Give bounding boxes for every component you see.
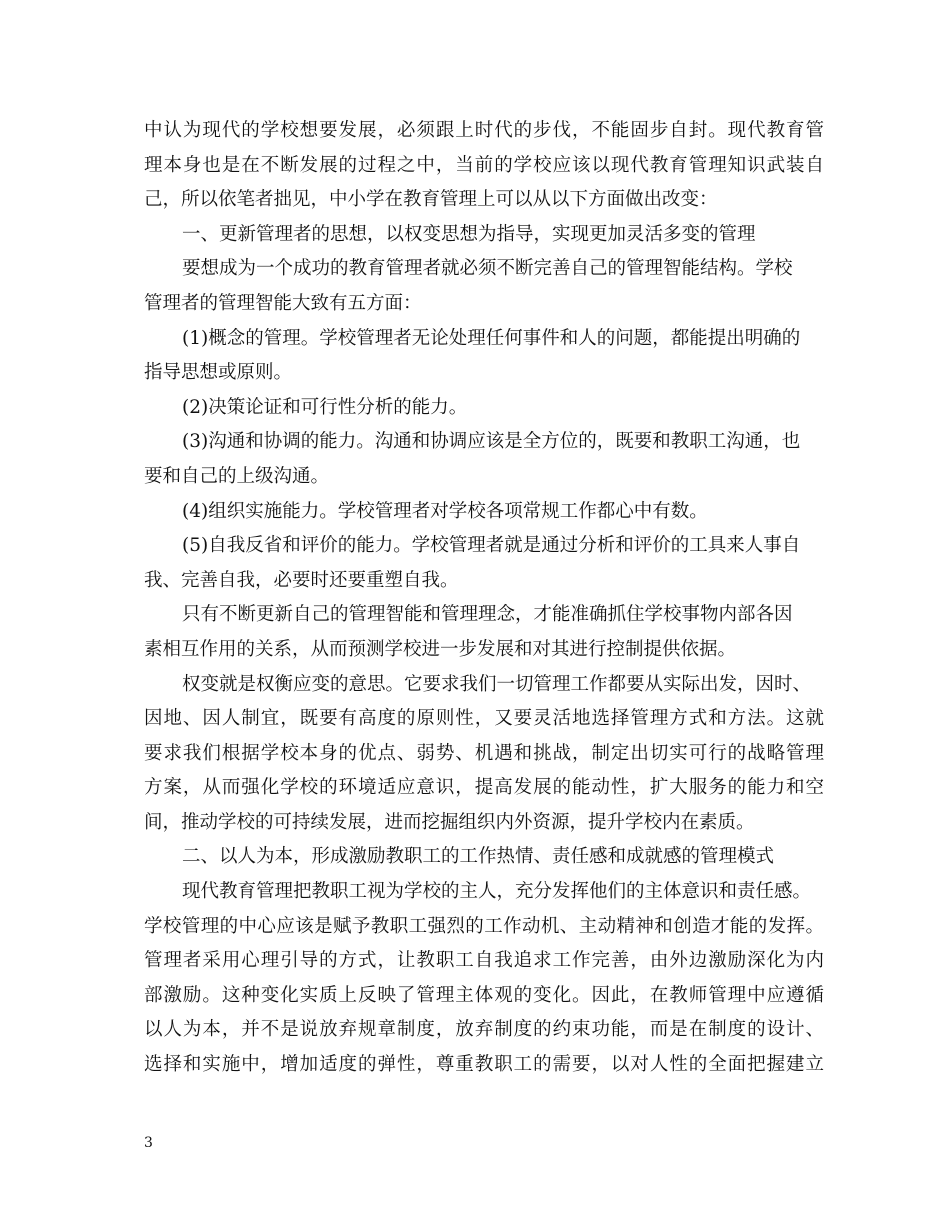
text-line: 部激励。这种变化实质上反映了管理主体观的变化。因此，在教师管理中应遵循 bbox=[144, 984, 824, 1006]
text-line: 因地、因人制宜，既要有高度的原则性，又要灵活地选择管理方式和方法。这就 bbox=[144, 708, 824, 730]
text-line: 学校管理的中心应该是赋予教职工强烈的工作动机、主动精神和创造才能的发挥。 bbox=[144, 915, 824, 937]
text-line: 以人为本，并不是说放弃规章制度，放弃制度的约束功能，而是在制度的设计、 bbox=[144, 1019, 824, 1041]
section-heading-1: 一、更新管理者的思想，以权变思想为指导，实现更加灵活多变的管理 bbox=[182, 223, 756, 245]
text-line: 我、完善自我，必要时还要重塑自我。 bbox=[144, 569, 459, 591]
list-item-1: (1)概念的管理。学校管理者无论处理任何事件和人的问题，都能提出明确的 bbox=[182, 327, 801, 349]
text-line: 要求我们根据学校本身的优点、弱势、机遇和挑战，制定出切实可行的战略管理 bbox=[144, 742, 824, 764]
list-item-3: (3)沟通和协调的能力。沟通和协调应该是全方位的，既要和教职工沟通，也 bbox=[182, 431, 801, 453]
text-line: 只有不断更新自己的管理智能和管理理念，才能准确抓住学校事物内部各因 bbox=[182, 604, 793, 626]
list-item-2: (2)决策论证和可行性分析的能力。 bbox=[182, 396, 468, 418]
text-line: 理本身也是在不断发展的过程之中，当前的学校应该以现代教育管理知识武装自 bbox=[144, 154, 824, 176]
text-line: 方案，从而强化学校的环境适应意识，提高发展的能动性，扩大服务的能力和空 bbox=[144, 777, 824, 799]
text-line: 权变就是权衡应变的意思。它要求我们一切管理工作都要从实际出发，因时、 bbox=[182, 673, 812, 695]
text-line: 指导思想或原则。 bbox=[144, 362, 293, 384]
list-item-4: (4)组织实施能力。学校管理者对学校各项常规工作都心中有数。 bbox=[182, 500, 708, 522]
list-item-5: (5)自我反省和评价的能力。学校管理者就是通过分析和评价的工具来人事自 bbox=[182, 535, 801, 557]
text-line: 选择和实施中，增加适度的弹性，尊重教职工的需要，以对人性的全面把握建立 bbox=[144, 1054, 824, 1076]
text-line: 要和自己的上级沟通。 bbox=[144, 465, 330, 487]
text-line: 要想成为一个成功的教育管理者就必须不断完善自己的管理智能结构。学校 bbox=[182, 258, 793, 280]
text-line: 中认为现代的学校想要发展，必须跟上时代的步伐，不能固步自封。现代教育管 bbox=[144, 120, 824, 141]
text-line: 己，所以依笔者拙见，中小学在教育管理上可以从以下方面做出改变： bbox=[144, 189, 718, 211]
text-line: 素相互作用的关系，从而预测学校进一步发展和对其进行控制提供依据。 bbox=[144, 638, 737, 660]
text-line: 管理者采用心理引导的方式，让教职工自我追求工作完善，由外边激励深化为内 bbox=[144, 950, 824, 972]
text-line: 间，推动学校的可持续发展，进而挖掘组织内外资源，提升学校内在素质。 bbox=[144, 811, 755, 833]
section-heading-2: 二、以人为本，形成激励教职工的工作热情、责任感和成就感的管理模式 bbox=[182, 846, 775, 868]
text-line: 现代教育管理把教职工视为学校的主人，充分发挥他们的主体意识和责任感。 bbox=[182, 881, 812, 903]
text-line: 管理者的管理智能大致有五方面： bbox=[144, 292, 422, 314]
document-body bbox=[144, 114, 824, 1083]
page-number: 3 bbox=[144, 1135, 153, 1151]
